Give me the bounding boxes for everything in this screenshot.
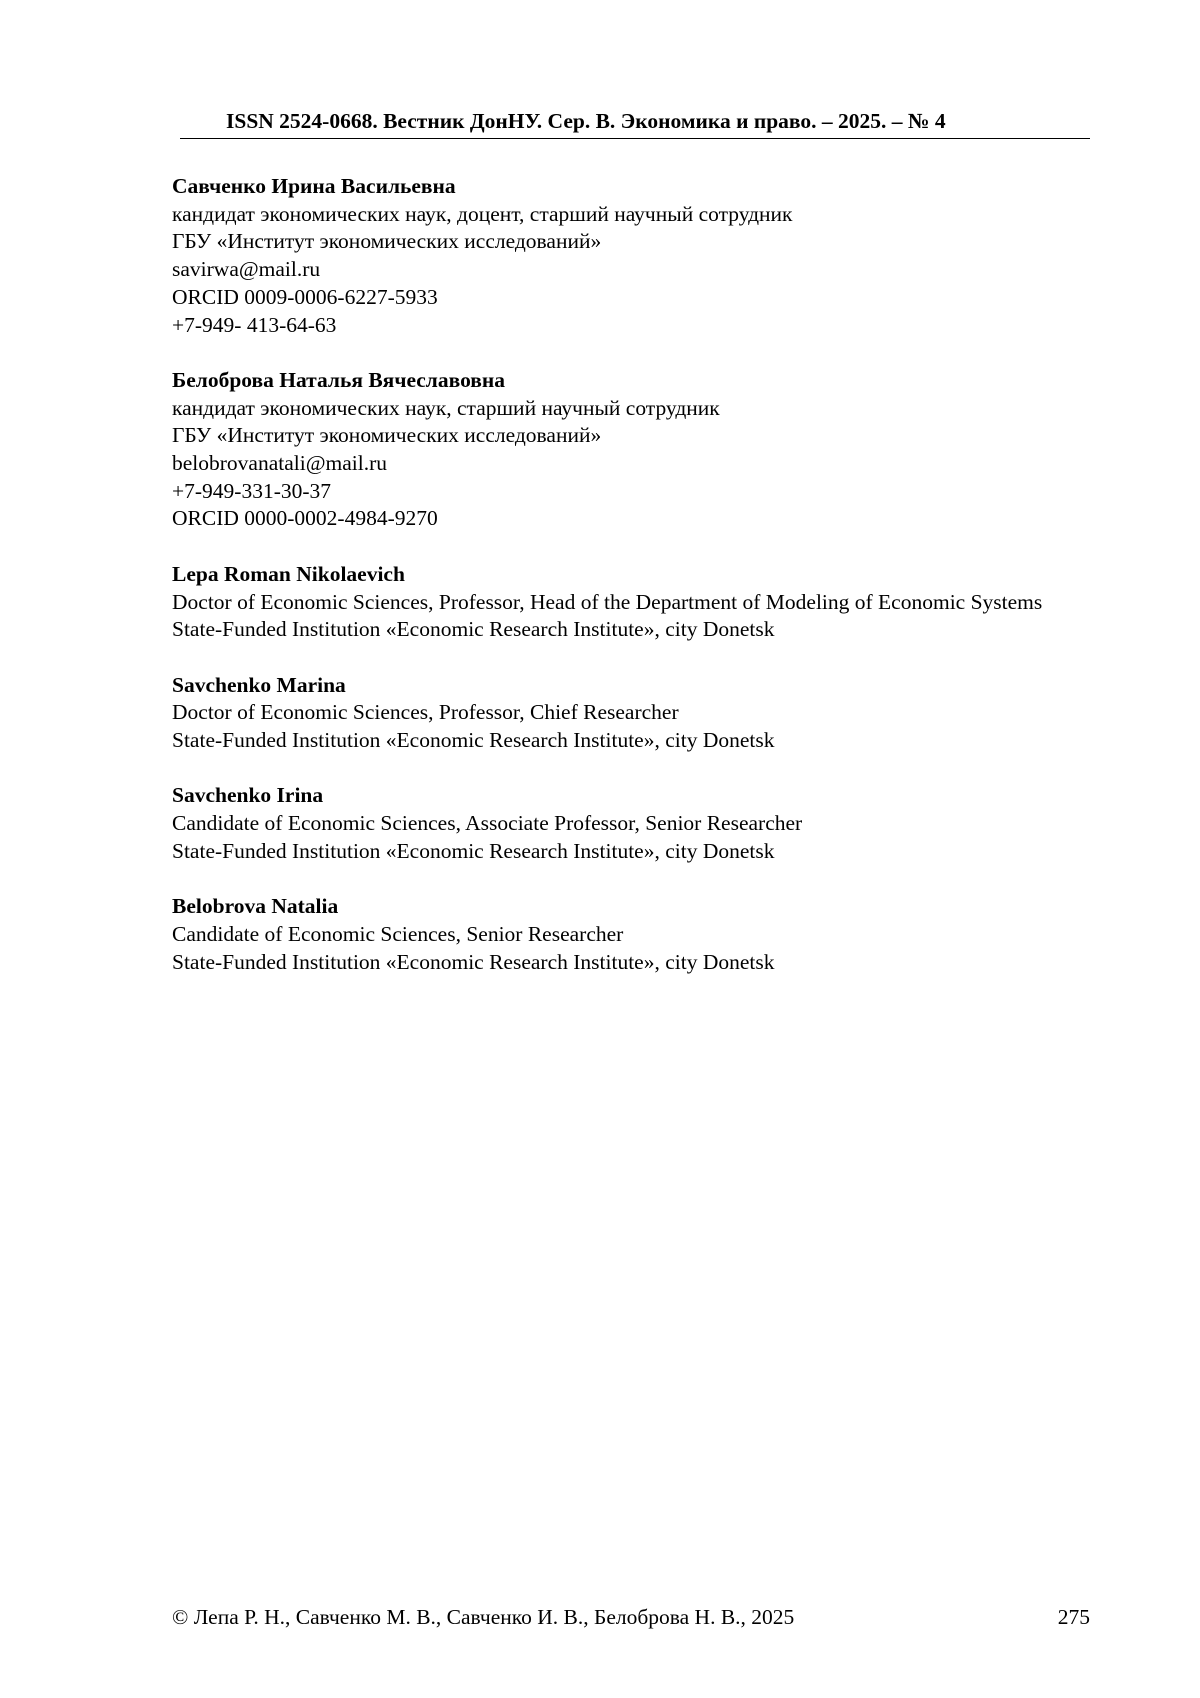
author-block — [172, 782, 1092, 865]
author-block — [172, 672, 1092, 755]
author-affiliation: State-Funded Institution «Economic Research Institute», city Donetsk — [172, 728, 775, 753]
author-degree: Doctor of Economic Sciences, Professor, Head of the Department of Modeling of Economic Systems — [172, 589, 1043, 614]
author-name: Belobrova Natalia — [172, 894, 339, 919]
author-orcid: ORCID 0000-0002-4984-9270 — [172, 506, 438, 531]
author-degree: кандидат экономических наук, старший научный сотрудник — [172, 395, 720, 420]
author-affiliation: State-Funded Institution «Economic Research Institute», city Donetsk — [172, 617, 775, 642]
journal-header-title: ISSN 2524-0668. Вестник ДонНУ. Сер. В. Экономика и право. – 2025. – № 4 — [226, 109, 946, 133]
author-name: Lepa Roman Nikolaevich — [172, 561, 405, 586]
author-degree: Candidate of Economic Sciences, Associate Professor, Senior Researcher — [172, 811, 803, 836]
author-name: Савченко Ирина Васильевна — [172, 174, 456, 198]
author-name: Savchenko Irina — [172, 783, 324, 808]
author-block — [172, 893, 1092, 976]
author-affiliation: ГБУ «Институт экономических исследований» — [172, 229, 602, 254]
author-affiliation: ГБУ «Институт экономических исследований» — [172, 423, 602, 448]
running-header — [180, 108, 1090, 139]
author-degree: Doctor of Economic Sciences, Professor, Chief Researcher — [172, 700, 679, 725]
author-degree: Candidate of Economic Sciences, Senior Researcher — [172, 921, 624, 946]
author-email: belobrovanatali@mail.ru — [172, 451, 388, 476]
copyright-notice: © Лепа Р. Н., Савченко М. В., Савченко И. В., Белоброва Н. В., 2025 — [172, 1605, 795, 1629]
author-block — [172, 173, 1092, 339]
author-block — [172, 561, 1092, 644]
author-name: Белоброва Наталья Вячеславовна — [172, 367, 506, 392]
author-phone: +7-949-331-30-37 — [172, 478, 332, 503]
author-degree: кандидат экономических наук, доцент, старший научный сотрудник — [172, 201, 793, 226]
page-footer — [172, 1603, 1090, 1631]
author-info-section — [172, 173, 1092, 1004]
author-affiliation: State-Funded Institution «Economic Research Institute», city Donetsk — [172, 949, 775, 974]
author-affiliation: State-Funded Institution «Economic Research Institute», city Donetsk — [172, 838, 775, 863]
author-orcid: ORCID 0009-0006-6227-5933 — [172, 284, 438, 309]
author-block — [172, 367, 1092, 533]
author-email: savirwa@mail.ru — [172, 257, 321, 282]
author-phone: +7-949- 413-64-63 — [172, 312, 337, 337]
page-number: 275 — [1057, 1605, 1090, 1629]
author-name: Savchenko Marina — [172, 672, 346, 697]
